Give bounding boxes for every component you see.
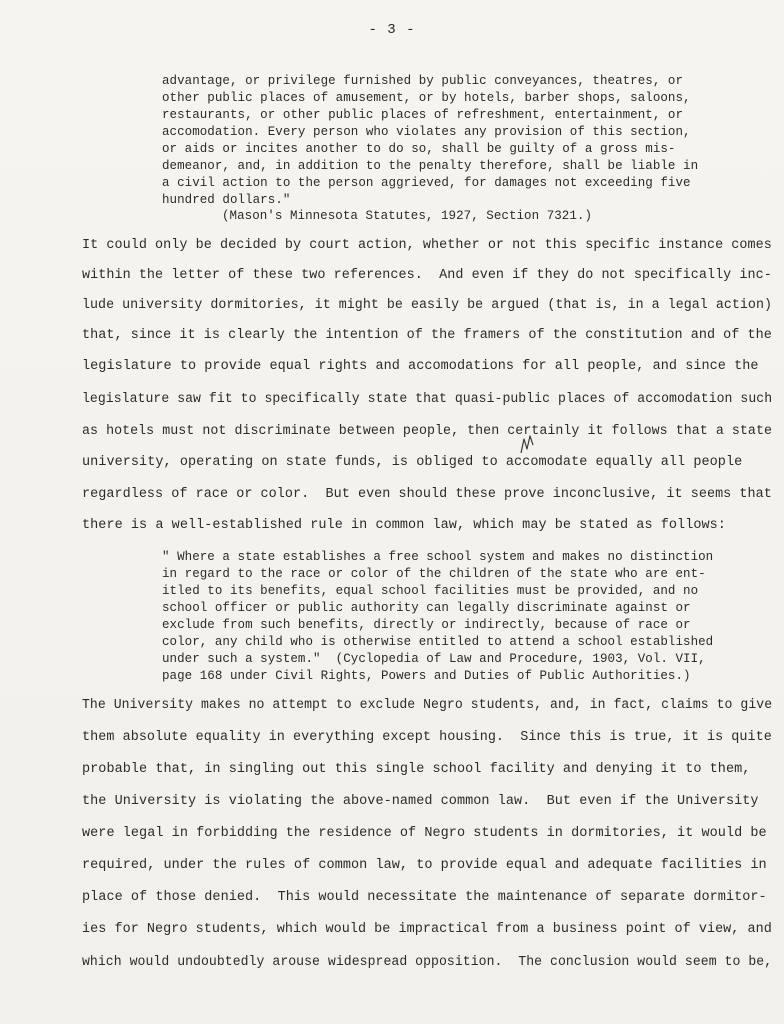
quote-line: itled to its benefits, equal school facilities must be provided, and no xyxy=(162,584,699,598)
quote-line: advantage, or privilege furnished by public conveyances, theatres, or xyxy=(162,74,684,88)
quote-line: accomodation. Every person who violates any provision of this section, xyxy=(162,125,691,139)
quote-line: other public places of amusement, or by hotels, barber shops, saloons, xyxy=(162,91,691,105)
body-line: as hotels must not discriminate between people, then certainly it follows that a state xyxy=(82,424,773,439)
body-line: ies for Negro students, which would be impractical from a business point of view, and xyxy=(82,922,772,937)
body-line: probable that, in singling out this single school facility and denying it to them, xyxy=(82,762,751,777)
quote-line: restaurants, or other public places of refreshment, entertainment, or xyxy=(162,108,684,122)
page-number: - 3 - xyxy=(368,22,416,38)
body-line: that, since it is clearly the intention of the framers of the constitution and of the xyxy=(82,328,772,343)
quote-line: demeanor, and, in addition to the penalty therefore, shall be liable in xyxy=(162,159,699,173)
quote-line: a civil action to the person aggrieved, for damages not exceeding five xyxy=(162,176,691,190)
body-line: there is a well-established rule in common law, which may be stated as follows: xyxy=(82,518,726,533)
quote-line: color, any child who is otherwise entitled to attend a school established xyxy=(162,635,714,649)
body-line: regardless of race or color. But even should these prove inconclusive, it seems that xyxy=(82,487,772,502)
body-line: the University is violating the above-named common law. But even if the University xyxy=(82,794,759,809)
body-line: place of those denied. This would necessitate the maintenance of separate dormitor- xyxy=(82,890,767,905)
body-line: It could only be decided by court action, whether or not this specific instance comes xyxy=(82,238,772,253)
quote-line: page 168 under Civil Rights, Powers and Duties of Public Authorities.) xyxy=(162,669,691,683)
body-line: them absolute equality in everything except housing. Since this is true, it is quite xyxy=(82,730,772,745)
statute-citation: (Mason's Minnesota Statutes, 1927, Section 7321.) xyxy=(222,209,593,223)
body-line: legislature saw fit to specifically state that quasi-public places of accomodation such xyxy=(82,392,773,407)
body-line: legislature to provide equal rights and accomodations for all people, and since the xyxy=(82,359,759,374)
body-line: required, under the rules of common law, to provide equal and adequate facilities in xyxy=(82,858,767,873)
body-line: within the letter of these two references. And even if they do not specifically inc- xyxy=(82,268,772,283)
quote-line: or aids or incites another to do so, shall be guilty of a gross mis- xyxy=(162,142,676,156)
quote-line: hundred dollars." xyxy=(162,193,291,207)
body-line: lude university dormitories, it might be easily be argued (that is, in a legal action) xyxy=(82,298,773,313)
body-line: university, operating on state funds, is obliged to accomodate equally all people xyxy=(82,455,743,470)
quote-line: under such a system." (Cyclopedia of Law and Procedure, 1903, Vol. VII, xyxy=(162,652,706,666)
handwritten-correction-mark xyxy=(519,433,535,455)
quote-line: " Where a state establishes a free school system and makes no distinction xyxy=(162,550,714,564)
quote-line: in regard to the race or color of the children of the state who are ent- xyxy=(162,567,706,581)
body-line: The University makes no attempt to exclude Negro students, and, in fact, claims to give xyxy=(82,698,773,713)
body-line: which would undoubtedly arouse widespread opposition. The conclusion would seem to be, xyxy=(82,955,773,970)
body-line: were legal in forbidding the residence of Negro students in dormitories, it would be xyxy=(82,826,767,841)
quote-line: exclude from such benefits, directly or indirectly, because of race or xyxy=(162,618,691,632)
quote-line: school officer or public authority can legally discriminate against or xyxy=(162,601,691,615)
